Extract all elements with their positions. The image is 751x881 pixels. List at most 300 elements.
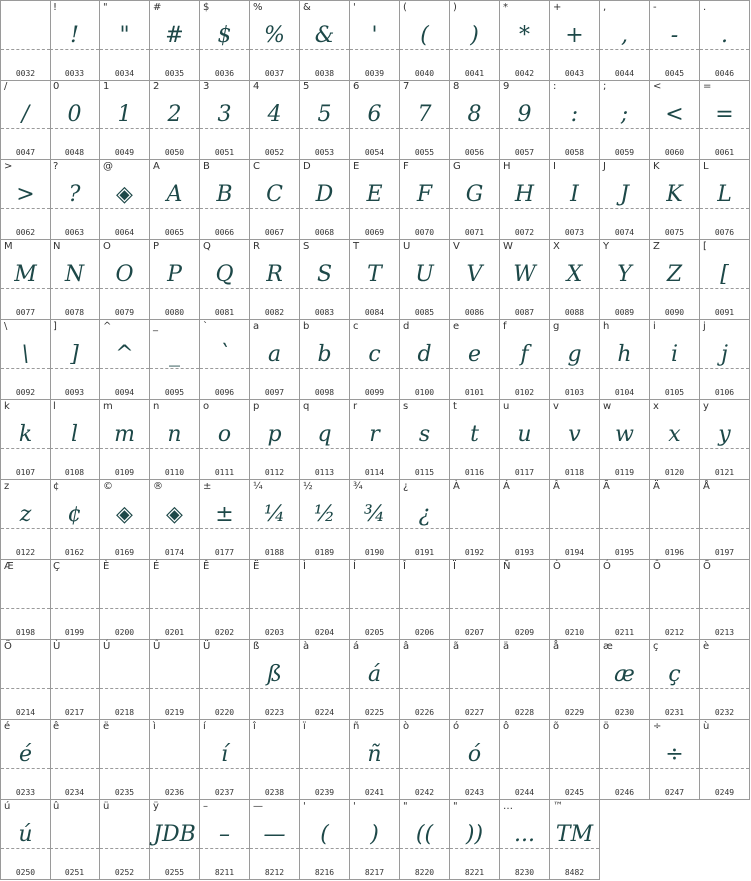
glyph-char-label: u bbox=[503, 401, 510, 412]
baseline-guide bbox=[150, 49, 199, 50]
glyph-char-label: k bbox=[4, 401, 10, 412]
glyph-char-label: h bbox=[603, 321, 610, 332]
glyph-cell bbox=[0, 640, 51, 720]
glyph-code: 0079 bbox=[114, 308, 135, 317]
glyph-cell bbox=[50, 640, 100, 720]
glyph-code: 0245 bbox=[564, 788, 585, 797]
glyph-cell bbox=[450, 80, 500, 160]
glyph-char-label: ó bbox=[453, 721, 460, 732]
glyph-char-label: _ bbox=[153, 321, 158, 332]
baseline-guide bbox=[500, 688, 549, 689]
glyph-char-label: ¾ bbox=[353, 481, 363, 492]
glyph-code: 0080 bbox=[164, 308, 185, 317]
glyph-sample: C bbox=[266, 182, 283, 207]
glyph-char-label: w bbox=[603, 401, 612, 412]
glyph-code: 0195 bbox=[614, 548, 635, 557]
glyph-cell bbox=[400, 640, 450, 720]
baseline-guide bbox=[650, 688, 699, 689]
glyph-char-label: Ì bbox=[303, 561, 306, 572]
glyph-char-label: A bbox=[153, 161, 160, 172]
glyph-cell bbox=[100, 560, 150, 640]
glyph-cell bbox=[100, 320, 150, 400]
glyph-char-label: Z bbox=[653, 241, 660, 252]
glyph-code: 0196 bbox=[664, 548, 685, 557]
glyph-char-label: ú bbox=[4, 801, 11, 812]
glyph-char-label: ï bbox=[303, 721, 306, 732]
glyph-sample: ... bbox=[514, 822, 535, 847]
baseline-guide bbox=[400, 208, 449, 209]
glyph-code: 0188 bbox=[264, 548, 285, 557]
glyph-char-label: ä bbox=[503, 641, 510, 652]
glyph-char-label: ù bbox=[703, 721, 710, 732]
glyph-cell bbox=[450, 560, 500, 640]
glyph-sample: ; bbox=[620, 102, 629, 127]
glyph-cell bbox=[600, 240, 650, 320]
glyph-cell bbox=[50, 720, 100, 800]
glyph-char-label: ' bbox=[303, 801, 306, 812]
baseline-guide bbox=[550, 608, 599, 609]
glyph-char-label: e bbox=[453, 321, 460, 332]
glyph-code: 0250 bbox=[15, 868, 36, 877]
glyph-char-label: Ô bbox=[653, 561, 661, 572]
glyph-code: 0099 bbox=[364, 388, 385, 397]
glyph-cell bbox=[650, 400, 700, 480]
glyph-code: 0051 bbox=[214, 148, 235, 157]
glyph-sample: 8 bbox=[467, 102, 482, 127]
glyph-code: 0211 bbox=[614, 628, 635, 637]
baseline-guide bbox=[300, 768, 349, 769]
baseline-guide bbox=[700, 128, 749, 129]
glyph-char-label: C bbox=[253, 161, 260, 172]
glyph-code: 0110 bbox=[164, 468, 185, 477]
baseline-guide bbox=[650, 368, 699, 369]
glyph-sample: x bbox=[668, 422, 681, 447]
glyph-char-label: , bbox=[603, 2, 607, 13]
glyph-code: 8217 bbox=[364, 868, 385, 877]
glyph-code: 0104 bbox=[614, 388, 635, 397]
glyph-code: 0193 bbox=[514, 548, 535, 557]
baseline-guide bbox=[250, 608, 299, 609]
glyph-code: 0050 bbox=[164, 148, 185, 157]
glyph-char-label: " bbox=[453, 801, 458, 812]
glyph-cell bbox=[550, 480, 600, 560]
glyph-cell bbox=[50, 0, 100, 81]
glyph-char-label: . bbox=[703, 2, 707, 13]
glyph-code: 0197 bbox=[714, 548, 735, 557]
glyph-sample: ◈ bbox=[116, 182, 133, 207]
glyph-sample: ( bbox=[320, 822, 329, 847]
glyph-char-label: … bbox=[503, 801, 513, 812]
glyph-char-label: < bbox=[653, 81, 662, 92]
glyph-cell bbox=[650, 320, 700, 400]
glyph-code: 0041 bbox=[464, 69, 485, 78]
glyph-char-label: Ç bbox=[53, 561, 60, 572]
glyph-char-label: ã bbox=[453, 641, 460, 652]
glyph-char-label: é bbox=[4, 721, 11, 732]
baseline-guide bbox=[50, 128, 99, 129]
glyph-char-label: & bbox=[303, 2, 311, 13]
glyph-cell bbox=[300, 160, 350, 240]
baseline-guide bbox=[1, 688, 50, 689]
glyph-cell bbox=[300, 800, 350, 880]
baseline-guide bbox=[200, 608, 249, 609]
glyph-cell bbox=[700, 720, 750, 800]
glyph-cell bbox=[150, 240, 200, 320]
glyph-sample: S bbox=[316, 262, 333, 287]
glyph-char-label: + bbox=[553, 2, 562, 13]
glyph-cell bbox=[50, 800, 100, 880]
glyph-cell bbox=[150, 400, 200, 480]
glyph-code: 0223 bbox=[264, 708, 285, 717]
glyph-cell bbox=[350, 720, 400, 800]
glyph-cell bbox=[700, 80, 750, 160]
baseline-guide bbox=[450, 49, 499, 50]
glyph-char-label: Ã bbox=[603, 481, 610, 492]
glyph-cell bbox=[50, 560, 100, 640]
glyph-code: 0230 bbox=[614, 708, 635, 717]
glyph-code: 0100 bbox=[414, 388, 435, 397]
glyph-sample: M bbox=[14, 262, 37, 287]
glyph-code: 0065 bbox=[164, 228, 185, 237]
glyph-sample: a bbox=[267, 342, 282, 367]
baseline-guide bbox=[450, 608, 499, 609]
baseline-guide bbox=[300, 448, 349, 449]
glyph-code: 0116 bbox=[464, 468, 485, 477]
glyph-code: 0053 bbox=[314, 148, 335, 157]
glyph-code: 0055 bbox=[414, 148, 435, 157]
baseline-guide bbox=[300, 208, 349, 209]
glyph-sample: , bbox=[621, 23, 628, 48]
glyph-char-label: ¼ bbox=[253, 481, 263, 492]
glyph-code: 0074 bbox=[614, 228, 635, 237]
glyph-cell bbox=[400, 160, 450, 240]
glyph-char-label: : bbox=[553, 81, 557, 92]
glyph-cell bbox=[250, 800, 300, 880]
glyph-sample: % bbox=[264, 23, 285, 48]
glyph-sample: 4 bbox=[267, 102, 282, 127]
baseline-guide bbox=[50, 208, 99, 209]
baseline-guide bbox=[250, 848, 299, 849]
glyph-char-label: ê bbox=[53, 721, 60, 732]
baseline-guide bbox=[200, 528, 249, 529]
glyph-code: 8482 bbox=[564, 868, 585, 877]
glyph-cell bbox=[650, 0, 700, 81]
glyph-cell bbox=[400, 240, 450, 320]
glyph-sample: 6 bbox=[367, 102, 382, 127]
baseline-guide bbox=[50, 848, 99, 849]
glyph-code: 0203 bbox=[264, 628, 285, 637]
baseline-guide bbox=[200, 448, 249, 449]
baseline-guide bbox=[150, 448, 199, 449]
glyph-sample: ! bbox=[70, 23, 79, 48]
glyph-cell bbox=[200, 720, 250, 800]
glyph-code: 0084 bbox=[364, 308, 385, 317]
glyph-char-label: y bbox=[703, 401, 709, 412]
glyph-char-label: Ä bbox=[653, 481, 660, 492]
baseline-guide bbox=[100, 688, 149, 689]
glyph-sample: w bbox=[615, 422, 634, 447]
glyph-code: 0087 bbox=[514, 308, 535, 317]
glyph-sample: G bbox=[465, 182, 484, 207]
glyph-sample: * bbox=[519, 23, 530, 48]
glyph-char-label: $ bbox=[203, 2, 210, 13]
baseline-guide bbox=[450, 768, 499, 769]
glyph-cell bbox=[200, 640, 250, 720]
baseline-guide bbox=[600, 49, 649, 50]
glyph-cell bbox=[500, 80, 550, 160]
glyph-cell bbox=[400, 80, 450, 160]
baseline-guide bbox=[1, 528, 50, 529]
glyph-sample: V bbox=[466, 262, 483, 287]
baseline-guide bbox=[50, 608, 99, 609]
glyph-cell bbox=[650, 80, 700, 160]
glyph-char-label: ® bbox=[153, 481, 163, 492]
baseline-guide bbox=[400, 688, 449, 689]
glyph-char-label: x bbox=[653, 401, 659, 412]
glyph-code: 0034 bbox=[114, 69, 135, 78]
glyph-code: 0045 bbox=[664, 69, 685, 78]
glyph-cell bbox=[450, 800, 500, 880]
baseline-guide bbox=[600, 288, 649, 289]
glyph-sample: K bbox=[666, 182, 683, 207]
glyph-code: 0225 bbox=[364, 708, 385, 717]
glyph-cell bbox=[100, 240, 150, 320]
glyph-cell bbox=[550, 800, 600, 880]
glyph-code: 0220 bbox=[214, 708, 235, 717]
glyph-sample: _ bbox=[169, 342, 180, 367]
glyph-code: 0219 bbox=[164, 708, 185, 717]
glyph-code: 0113 bbox=[314, 468, 335, 477]
glyph-code: 0062 bbox=[15, 228, 36, 237]
glyph-sample: ß bbox=[267, 662, 282, 687]
glyph-sample: Q bbox=[215, 262, 234, 287]
baseline-guide bbox=[550, 848, 599, 849]
glyph-sample: e bbox=[467, 342, 482, 367]
baseline-guide bbox=[350, 368, 399, 369]
glyph-char-label: Ñ bbox=[503, 561, 511, 572]
glyph-char-label: – bbox=[203, 801, 208, 812]
glyph-cell bbox=[450, 640, 500, 720]
glyph-code: 0078 bbox=[64, 308, 85, 317]
baseline-guide bbox=[700, 208, 749, 209]
baseline-guide bbox=[250, 208, 299, 209]
baseline-guide bbox=[700, 448, 749, 449]
baseline-guide bbox=[200, 848, 249, 849]
glyph-code: 0118 bbox=[564, 468, 585, 477]
glyph-sample: i bbox=[670, 342, 679, 367]
glyph-char-label: Æ bbox=[4, 561, 14, 572]
glyph-cell bbox=[550, 0, 600, 81]
glyph-cell bbox=[450, 480, 500, 560]
baseline-guide bbox=[150, 688, 199, 689]
glyph-cell bbox=[500, 560, 550, 640]
baseline-guide bbox=[500, 49, 549, 50]
baseline-guide bbox=[250, 128, 299, 129]
glyph-sample: o bbox=[217, 422, 232, 447]
glyph-char-label: 0 bbox=[53, 81, 60, 92]
glyph-code: 0077 bbox=[15, 308, 36, 317]
glyph-cell bbox=[600, 560, 650, 640]
glyph-cell bbox=[200, 800, 250, 880]
baseline-guide bbox=[700, 49, 749, 50]
glyph-cell bbox=[100, 0, 150, 81]
glyph-char-label: a bbox=[253, 321, 260, 332]
glyph-sample: (( bbox=[415, 822, 434, 847]
glyph-code: 0226 bbox=[414, 708, 435, 717]
glyph-char-label: Å bbox=[703, 481, 710, 492]
glyph-char-label: ì bbox=[153, 721, 156, 732]
glyph-char-label: ç bbox=[653, 641, 659, 652]
glyph-sample: ú bbox=[18, 822, 33, 847]
glyph-code: 0217 bbox=[64, 708, 85, 717]
glyph-char-label: J bbox=[603, 161, 606, 172]
glyph-sample: [ bbox=[720, 262, 729, 287]
glyph-cell bbox=[400, 320, 450, 400]
glyph-sample: H bbox=[514, 182, 535, 207]
glyph-code: 0224 bbox=[314, 708, 335, 717]
glyph-char-label: Ü bbox=[203, 641, 211, 652]
baseline-guide bbox=[650, 288, 699, 289]
glyph-code: 0086 bbox=[464, 308, 485, 317]
baseline-guide bbox=[350, 768, 399, 769]
baseline-guide bbox=[1, 208, 50, 209]
baseline-guide bbox=[550, 128, 599, 129]
glyph-cell bbox=[300, 240, 350, 320]
glyph-code: 0032 bbox=[15, 69, 36, 78]
glyph-cell bbox=[350, 240, 400, 320]
glyph-code: 0162 bbox=[64, 548, 85, 557]
glyph-sample: v bbox=[568, 422, 581, 447]
glyph-char-label: \ bbox=[4, 321, 8, 332]
baseline-guide bbox=[550, 768, 599, 769]
glyph-cell bbox=[400, 720, 450, 800]
glyph-sample: ÷ bbox=[665, 742, 684, 767]
glyph-code: 0229 bbox=[564, 708, 585, 717]
baseline-guide bbox=[650, 49, 699, 50]
glyph-code: 0174 bbox=[164, 548, 185, 557]
glyph-cell bbox=[50, 160, 100, 240]
baseline-guide bbox=[1, 608, 50, 609]
glyph-sample: g bbox=[567, 342, 582, 367]
glyph-code: 0067 bbox=[264, 228, 285, 237]
glyph-char-label: ñ bbox=[353, 721, 360, 732]
glyph-char-label: N bbox=[53, 241, 61, 252]
baseline-guide bbox=[100, 528, 149, 529]
glyph-sample: ¾ bbox=[363, 502, 386, 527]
glyph-sample: – bbox=[219, 822, 230, 847]
glyph-code: 0242 bbox=[414, 788, 435, 797]
baseline-guide bbox=[700, 768, 749, 769]
baseline-guide bbox=[100, 768, 149, 769]
glyph-cell bbox=[200, 480, 250, 560]
glyph-cell bbox=[500, 800, 550, 880]
glyph-cell bbox=[350, 0, 400, 81]
baseline-guide bbox=[150, 128, 199, 129]
baseline-guide bbox=[350, 448, 399, 449]
glyph-sample: 2 bbox=[167, 102, 182, 127]
glyph-code: 0117 bbox=[514, 468, 535, 477]
glyph-code: 0070 bbox=[414, 228, 435, 237]
glyph-code: 0192 bbox=[464, 548, 485, 557]
glyph-sample: I bbox=[570, 182, 579, 207]
glyph-cell bbox=[0, 0, 51, 81]
baseline-guide bbox=[200, 368, 249, 369]
glyph-char-label: = bbox=[703, 81, 712, 92]
glyph-cell bbox=[600, 160, 650, 240]
baseline-guide bbox=[350, 128, 399, 129]
glyph-sample: & bbox=[314, 23, 335, 48]
glyph-code: 0064 bbox=[114, 228, 135, 237]
glyph-sample: n bbox=[167, 422, 182, 447]
glyph-code: 0108 bbox=[64, 468, 85, 477]
baseline-guide bbox=[600, 608, 649, 609]
glyph-sample: R bbox=[266, 262, 283, 287]
glyph-cell bbox=[100, 80, 150, 160]
baseline-guide bbox=[450, 688, 499, 689]
glyph-sample: X bbox=[566, 262, 583, 287]
glyph-code: 0095 bbox=[164, 388, 185, 397]
glyph-cell bbox=[50, 320, 100, 400]
glyph-code: 0096 bbox=[214, 388, 235, 397]
glyph-code: 0120 bbox=[664, 468, 685, 477]
glyph-code: 8220 bbox=[414, 868, 435, 877]
baseline-guide bbox=[700, 528, 749, 529]
glyph-char-label: 2 bbox=[153, 81, 160, 92]
glyph-code: 0232 bbox=[714, 708, 735, 717]
glyph-code: 0109 bbox=[114, 468, 135, 477]
baseline-guide bbox=[450, 848, 499, 849]
glyph-cell bbox=[550, 320, 600, 400]
glyph-cell bbox=[0, 240, 51, 320]
baseline-guide bbox=[400, 608, 449, 609]
glyph-sample: / bbox=[21, 102, 30, 127]
glyph-sample: — bbox=[263, 822, 286, 847]
baseline-guide bbox=[600, 768, 649, 769]
baseline-guide bbox=[200, 49, 249, 50]
glyph-cell bbox=[500, 720, 550, 800]
glyph-cell bbox=[150, 80, 200, 160]
baseline-guide bbox=[50, 768, 99, 769]
glyph-cell bbox=[650, 160, 700, 240]
baseline-guide bbox=[500, 448, 549, 449]
glyph-char-label: g bbox=[553, 321, 560, 332]
glyph-code: 0218 bbox=[114, 708, 135, 717]
glyph-sample: $ bbox=[217, 23, 232, 48]
baseline-guide bbox=[300, 688, 349, 689]
glyph-sample: 7 bbox=[417, 102, 432, 127]
glyph-cell bbox=[200, 160, 250, 240]
glyph-code: 0069 bbox=[364, 228, 385, 237]
glyph-code: 0210 bbox=[564, 628, 585, 637]
glyph-char-label: X bbox=[553, 241, 560, 252]
glyph-cell bbox=[450, 320, 500, 400]
glyph-char-label: P bbox=[153, 241, 160, 252]
glyph-cell bbox=[150, 480, 200, 560]
glyph-code: 0103 bbox=[564, 388, 585, 397]
glyph-cell bbox=[150, 560, 200, 640]
glyph-char-label: Â bbox=[553, 481, 560, 492]
glyph-cell bbox=[450, 720, 500, 800]
glyph-char-label: À bbox=[453, 481, 460, 492]
glyph-cell bbox=[0, 560, 51, 640]
glyph-sample: F bbox=[416, 182, 433, 207]
glyph-code: 0243 bbox=[464, 788, 485, 797]
baseline-guide bbox=[400, 49, 449, 50]
baseline-guide bbox=[350, 208, 399, 209]
glyph-cell bbox=[0, 320, 51, 400]
glyph-char-label: à bbox=[303, 641, 310, 652]
glyph-char-label: s bbox=[403, 401, 409, 412]
